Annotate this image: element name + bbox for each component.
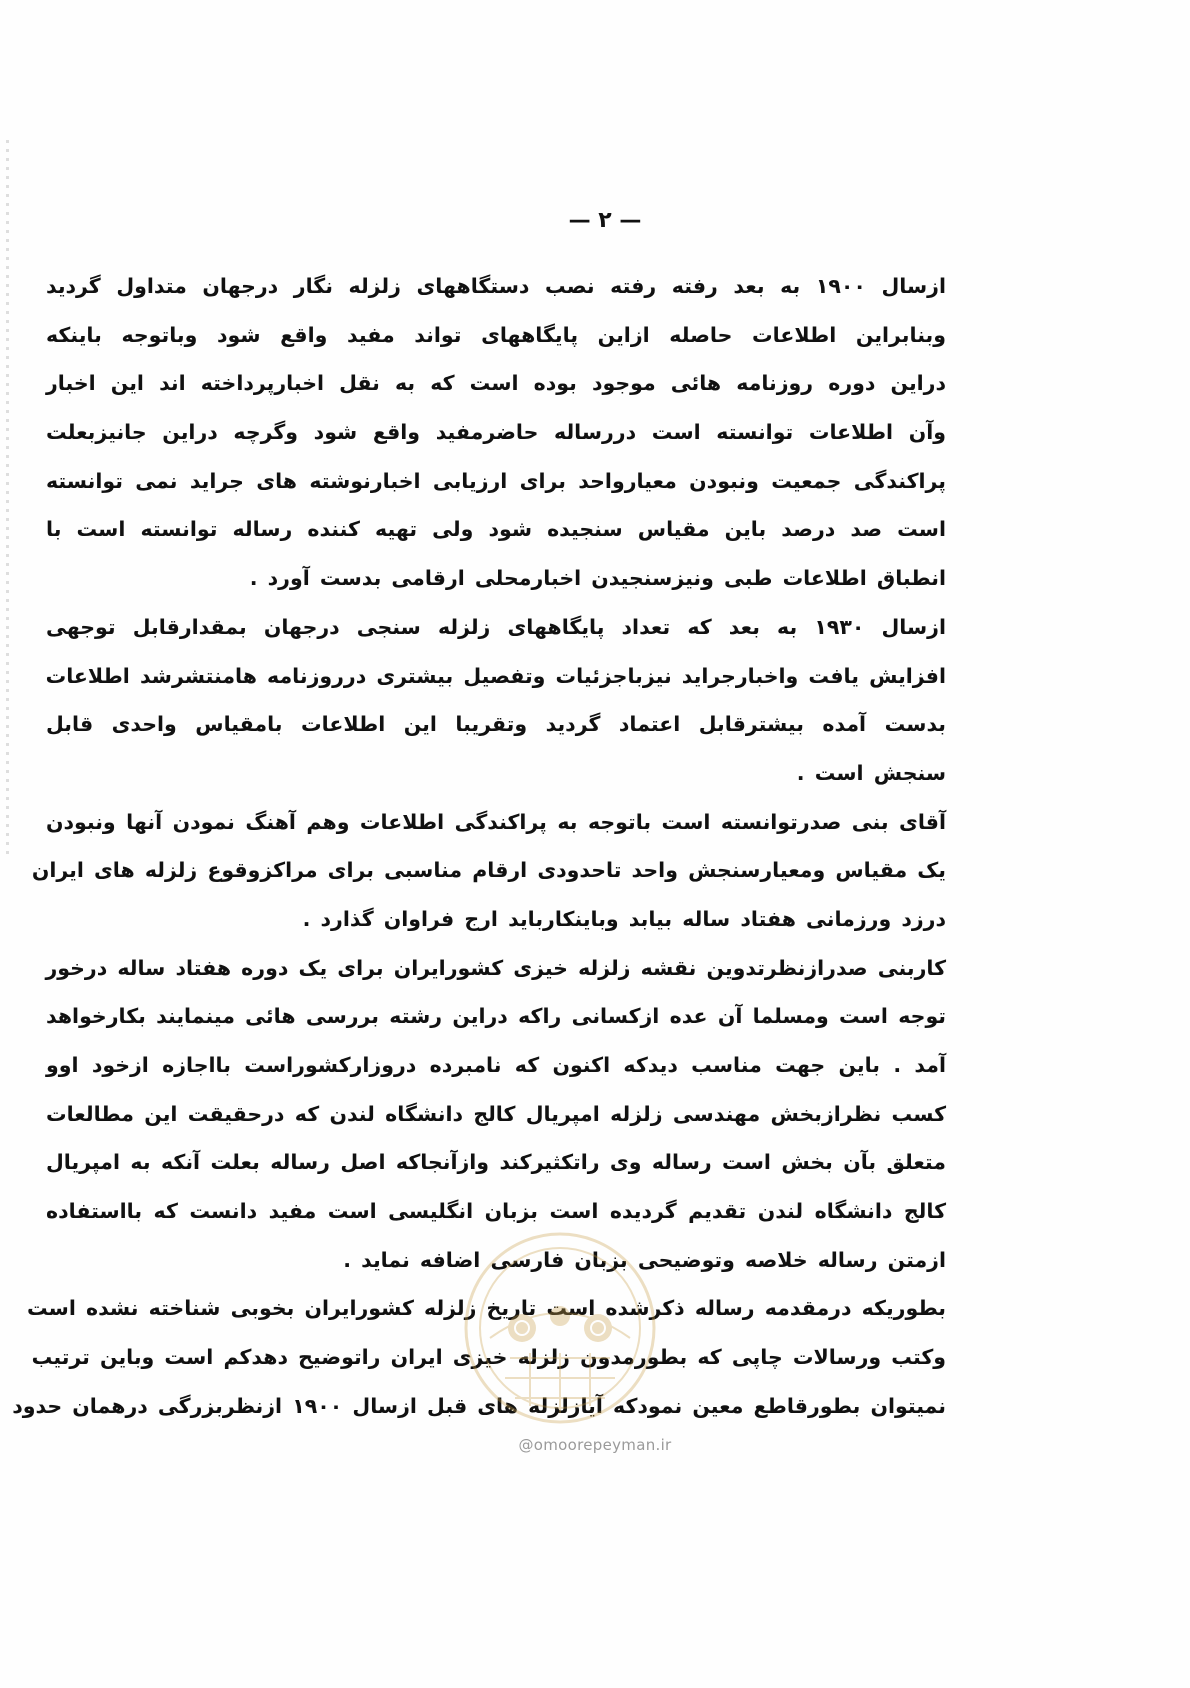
- text-line: بطوریکه درمقدمه رساله ذکرشده است تاریخ زلزله کشورایران بخوبی شناخته نشده است: [26, 1296, 946, 1321]
- text-line: وبنابراین اطلاعات حاصله ازاین پایگاههای تواند مفید واقع شود وباتوجه باینکه: [46, 322, 946, 347]
- watermark-text: @omoorepeyman.ir: [518, 1436, 672, 1454]
- text-line: متعلق بآن بخش است رساله وی راتکثیرکند وازآنجاکه اصل رساله بعلت آنکه به امپریال: [46, 1150, 946, 1175]
- text-line: ازمتن رساله خلاصه وتوضیحی بزبان فارسی اضافه نماید .: [343, 1247, 946, 1272]
- text-line: ازسال ۱۹۰۰ به بعد رفته رفته نصب دستگاههای زلزله نگار درجهان متداول گردید: [46, 274, 946, 298]
- text-line: دراین دوره روزنامه هائی موجود بوده است که به نقل اخبارپرداخته اند این اخبار: [46, 371, 946, 396]
- text-line: کاربنی صدرازنظرتدوین نقشه زلزله خیزی کشورایران برای یک دوره هفتاد ساله درخور: [45, 955, 946, 980]
- text-line: آقای بنی صدرتوانسته است باتوجه به پراکندگی اطلاعات وهم آهنگ نمودن آنها ونبودن: [46, 809, 946, 834]
- text-line: توجه است ومسلما آن عده ازکسانی راکه دراین رشته بررسی هائی مینمایند بکارخواهد: [46, 1004, 946, 1029]
- page-number: — ۲ —: [568, 208, 642, 233]
- scan-edge-artifact: [6, 140, 9, 860]
- text-line: وآن اطلاعات توانسته است دررساله حاضرمفید واقع شود وگرچه دراین جانیزبعلت: [46, 420, 946, 445]
- seal-emblem-icon: [460, 1228, 660, 1428]
- text-line: انطباق اطلاعات طبی ونیزسنجیدن اخبارمحلی ارقامی بدست آورد .: [249, 566, 946, 591]
- text-line: است صد درصد باین مقیاس سنجیده شود ولی تهیه کننده رساله توانسته است با: [46, 517, 946, 542]
- text-line: یک مقیاس ومعیارسنجش واحد تاحدودی ارقام مناسبی برای مراکزوقوع زلزله های ایران: [31, 858, 946, 883]
- text-line: بدست آمده بیشترقابل اعتماد گردید وتقریبا این اطلاعات بامقیاس واحدی قابل: [46, 712, 946, 737]
- text-line: پراکندگی جمعیت ونبودن معیارواحد برای ارزیابی اخبارنوشته های جراید نمی توانسته: [46, 468, 946, 493]
- text-line: آمد . باین جهت مناسب دیدکه اکنون که نامبرده دروزارکشوراست بااجازه ازخود اوو: [46, 1053, 946, 1077]
- text-line: ازسال ۱۹۳۰ به بعد که تعداد پایگاههای زلزله سنجی درجهان بمقدارقابل توجهی: [46, 614, 946, 639]
- text-line: وکتب ورسالات چاپی که بطورمدون زلزله خیزی ایران راتوضیح دهدکم است وباین ترتیب: [31, 1345, 946, 1370]
- text-line: افزایش یافت واخبارجراید نیزباجزئیات وتفصیل بیشتری درروزنامه هامنتشرشد اطلاعات: [45, 663, 946, 688]
- text-line: نمیتوان بطورقاطع معین نمودکه آیازلزله های قبل ازسال ۱۹۰۰ ازنظربزرگی درهمان حدود: [12, 1393, 946, 1418]
- text-line: کسب نظرازبخش مهندسی زلزله امپریال کالج دانشگاه لندن که درحقیقت این مطالعات: [46, 1101, 946, 1126]
- text-line: سنجش است .: [796, 760, 946, 785]
- text-line: درزد ورزمانی هفتاد ساله بیابد وباینکارباید ارج فراوان گذارد .: [302, 906, 946, 931]
- text-line: کالج دانشگاه لندن تقدیم گردیده است بزبان انگلیسی است مفید دانست که بااستفاده: [46, 1199, 946, 1224]
